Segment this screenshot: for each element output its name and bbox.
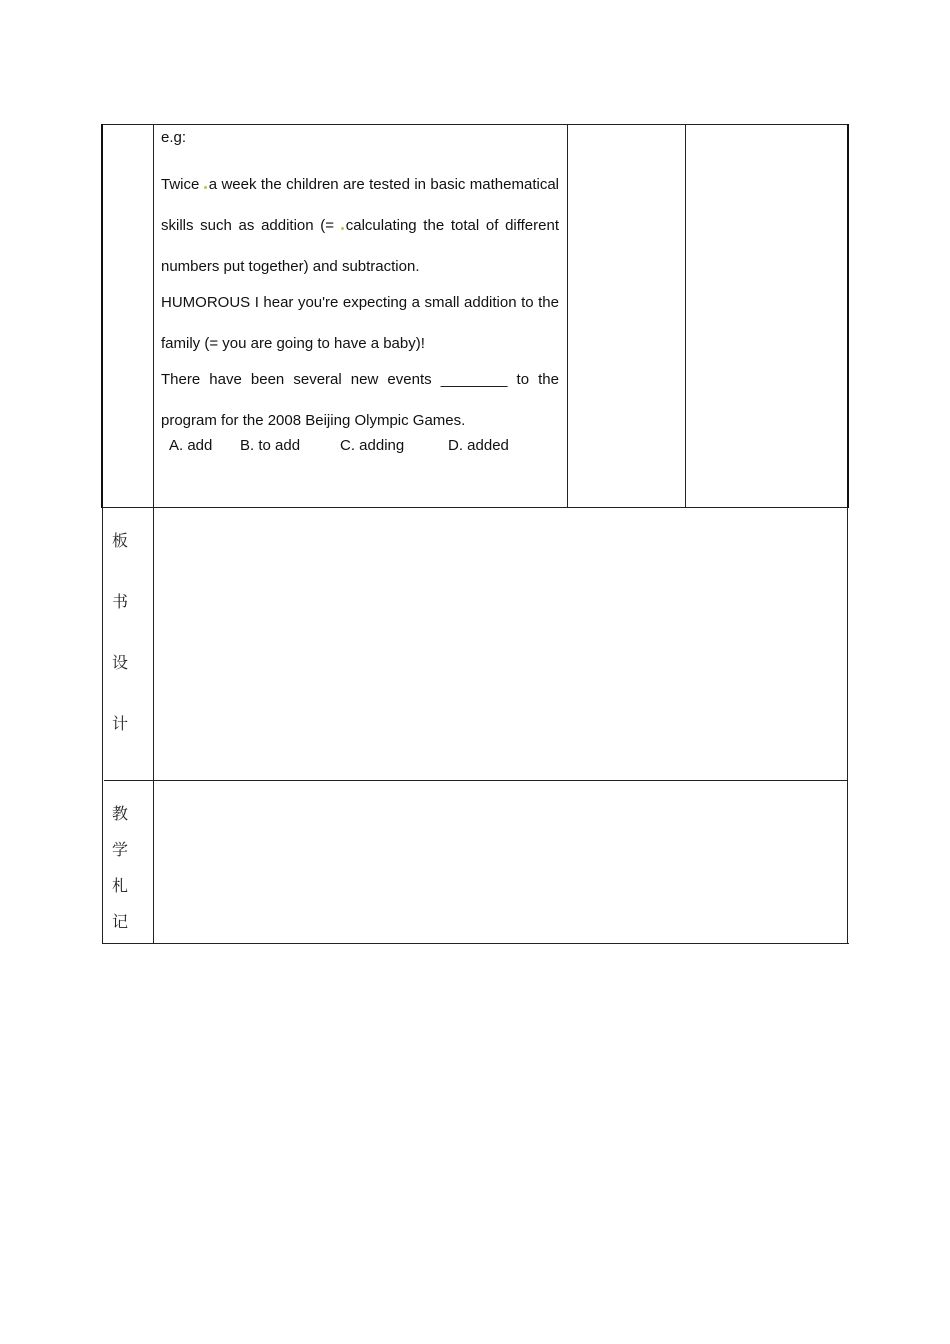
row1-column-divider-2 [685,124,686,508]
example-sentence-1 [161,164,559,287]
eg-label: e.g: [161,129,187,146]
teaching-notes-label-char-2: 学 [112,840,129,859]
example-sentence-2: HUMOROUS I hear you're expecting a small addition to the family (= you are going to have a baby)! [161,294,559,352]
row1-column-divider-1 [567,124,568,508]
teaching-notes-label-char-1: 教 [112,804,129,823]
label-column-divider [153,124,154,944]
option-b: B. to add [240,437,301,454]
option-d: D. added [448,437,509,454]
teaching-notes-label-char-3: 札 [112,876,129,895]
table-right-border [847,507,848,944]
marker-dot-icon [204,186,207,189]
board-design-label-char-4: 计 [112,714,129,733]
table-left-border [102,507,103,944]
teaching-notes-label-char-4: 记 [112,912,129,931]
example1-part-c: calculating the total of different numbers put together) and subtraction. [161,217,559,275]
board-design-label-char-3: 设 [112,653,129,672]
option-a: A. add [169,437,213,454]
row2-bottom-border [104,780,847,781]
row1-bottom-border [102,507,849,508]
question-sentence: There have been several new events ________ to the program for the 2008 Beijing Olympic Games. [161,371,559,429]
example1-part-b: a week the children are tested in basic mathematical skills such as addition (= [161,176,559,234]
option-c: C. adding [340,437,405,454]
table-right-border-row1 [847,124,849,508]
example1-part-a: Twice [161,176,200,193]
board-design-label-char-2: 书 [112,592,129,611]
table-bottom-border [102,943,849,944]
board-design-label-char-1: 板 [112,531,129,550]
marker-dot-icon [341,227,344,230]
table-left-border-row1 [101,124,103,508]
table-top-border [102,124,849,125]
